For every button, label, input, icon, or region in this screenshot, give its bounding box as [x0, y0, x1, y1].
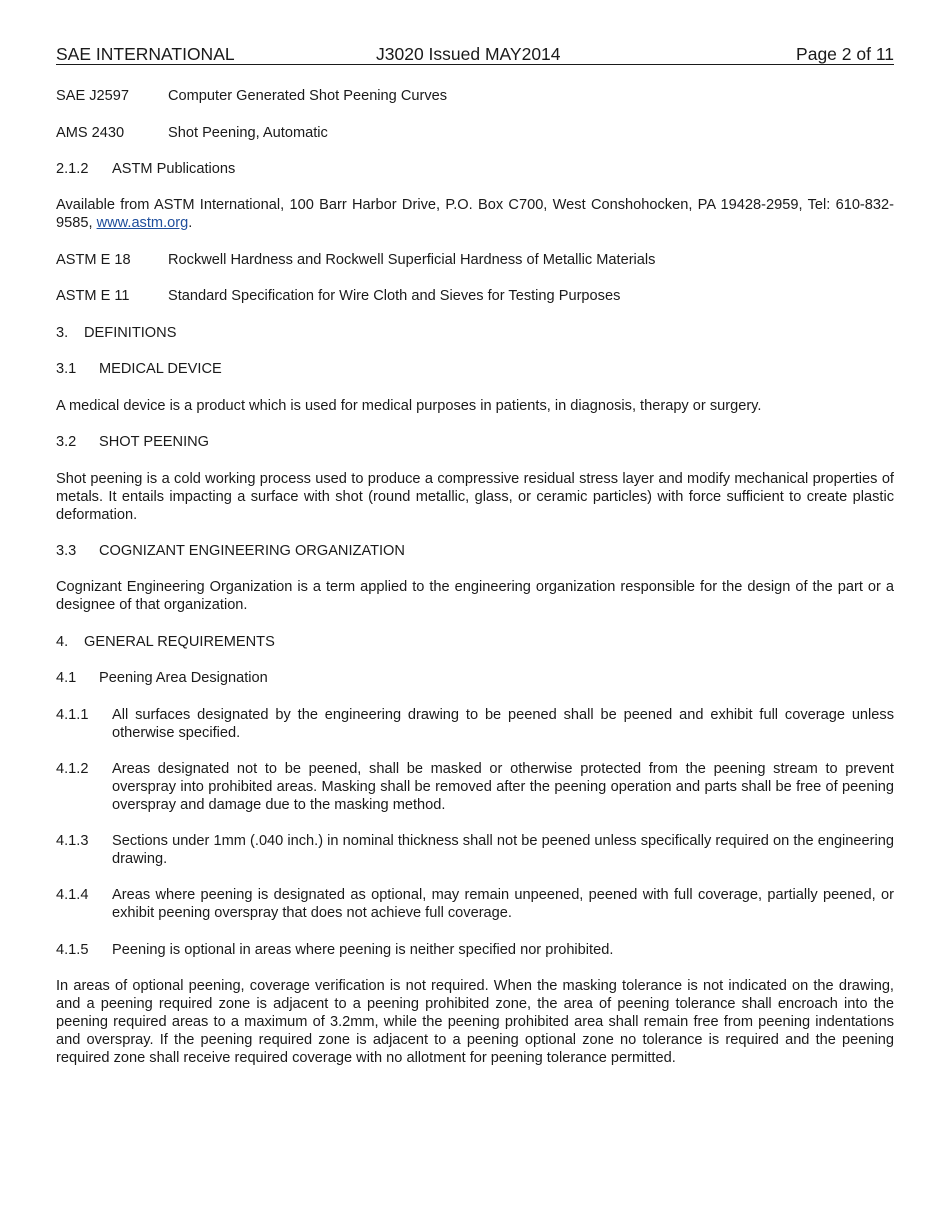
astm-availability-text: Available from ASTM International, 100 Barr Harbor Drive, P.O. Box C700, West Conshohocken, PA 19428-2959, Tel: 610-832-9585,: [56, 197, 894, 231]
medical-device-definition: A medical device is a product which is used for medical purposes in patients, in diagnosis, therapy or surgery.: [56, 398, 762, 414]
section-number: 4.: [56, 634, 69, 650]
requirement-text: All surfaces designated by the engineering drawing to be peened shall be peened and exhibit full coverage unless otherwise specified.: [112, 707, 894, 741]
requirement-number: 4.1.4: [56, 887, 89, 903]
section-title: DEFINITIONS: [84, 325, 177, 341]
section-number: 3.: [56, 325, 69, 341]
requirement-number: 4.1.5: [56, 942, 89, 958]
astm-availability-end: .: [188, 215, 193, 231]
section-number: 3.1: [56, 361, 77, 377]
section-title: MEDICAL DEVICE: [99, 361, 222, 377]
astm-availability-paragraph: [56, 196, 894, 232]
reference-title: Shot Peening, Automatic: [168, 125, 328, 141]
requirement-text: Areas where peening is designated as optional, may remain unpeened, peened with full coverage, partially peened, or exhibit peening overspray that does not achieve full coverage.: [112, 887, 894, 921]
header-page-number: Page 2 of 11: [796, 44, 894, 64]
reference-code: ASTM E 18: [56, 252, 131, 268]
section-number: 2.1.2: [56, 161, 89, 177]
section-title: GENERAL REQUIREMENTS: [84, 634, 275, 650]
section-number: 3.2: [56, 434, 77, 450]
requirement-number: 4.1.1: [56, 707, 89, 723]
section-number: 4.1: [56, 670, 77, 686]
section-title: SHOT PEENING: [99, 434, 210, 450]
reference-code: SAE J2597: [56, 88, 130, 104]
reference-title: Computer Generated Shot Peening Curves: [168, 88, 448, 104]
requirement-text: Sections under 1mm (.040 inch.) in nominal thickness shall not be peened unless specifically required on the engineering drawing.: [112, 833, 894, 867]
section-title: Peening Area Designation: [99, 670, 268, 686]
reference-title: Rockwell Hardness and Rockwell Superficial Hardness of Metallic Materials: [168, 252, 656, 268]
section-title: ASTM Publications: [112, 161, 236, 177]
reference-code: ASTM E 11: [56, 288, 130, 304]
section-title: COGNIZANT ENGINEERING ORGANIZATION: [99, 543, 405, 559]
page-header: [56, 44, 894, 65]
reference-title: Standard Specification for Wire Cloth and Sieves for Testing Purposes: [168, 288, 621, 304]
requirement-number: 4.1.2: [56, 761, 89, 777]
requirement-text: Peening is optional in areas where peening is neither specified nor prohibited.: [112, 942, 614, 958]
reference-code: AMS 2430: [56, 125, 125, 141]
section-number: 3.3: [56, 543, 77, 559]
cognizant-organization-definition: Cognizant Engineering Organization is a term applied to the engineering organization responsible for the design of the part or a designee of that organization.: [56, 579, 894, 613]
header-organization: SAE INTERNATIONAL: [56, 44, 235, 64]
requirement-text: Areas designated not to be peened, shall be masked or otherwise protected from the peening stream to prevent overspray into prohibited areas. Masking shall be removed after the peening operation and parts shall be free of peening overspray and damage due to the masking method.: [112, 761, 894, 813]
shot-peening-definition: Shot peening is a cold working process used to produce a compressive residual stress layer and modify mechanical properties of metals. It entails impacting a surface with shot (round metallic, glass, or ceramic particles) with force sufficient to create plastic deformation.: [56, 471, 894, 523]
astm-website-link[interactable]: www.astm.org: [96, 215, 189, 231]
header-document-id: J3020 Issued MAY2014: [376, 44, 561, 64]
requirement-number: 4.1.3: [56, 833, 89, 849]
optional-peening-paragraph: In areas of optional peening, coverage verification is not required. When the masking tolerance is not indicated on the drawing, and a peening required zone is adjacent to a peening prohibited zone, the area of peening tolerance shall encroach into the peening required areas to a maximum of 3.2mm, while the peening prohibited area shall remain free from peening indentations and overspray. If the peening required zone is adjacent to a peening optional zone no tolerance is required and the peening required zone shall receive required coverage with no allotment for peening tolerance permitted.: [56, 978, 894, 1066]
